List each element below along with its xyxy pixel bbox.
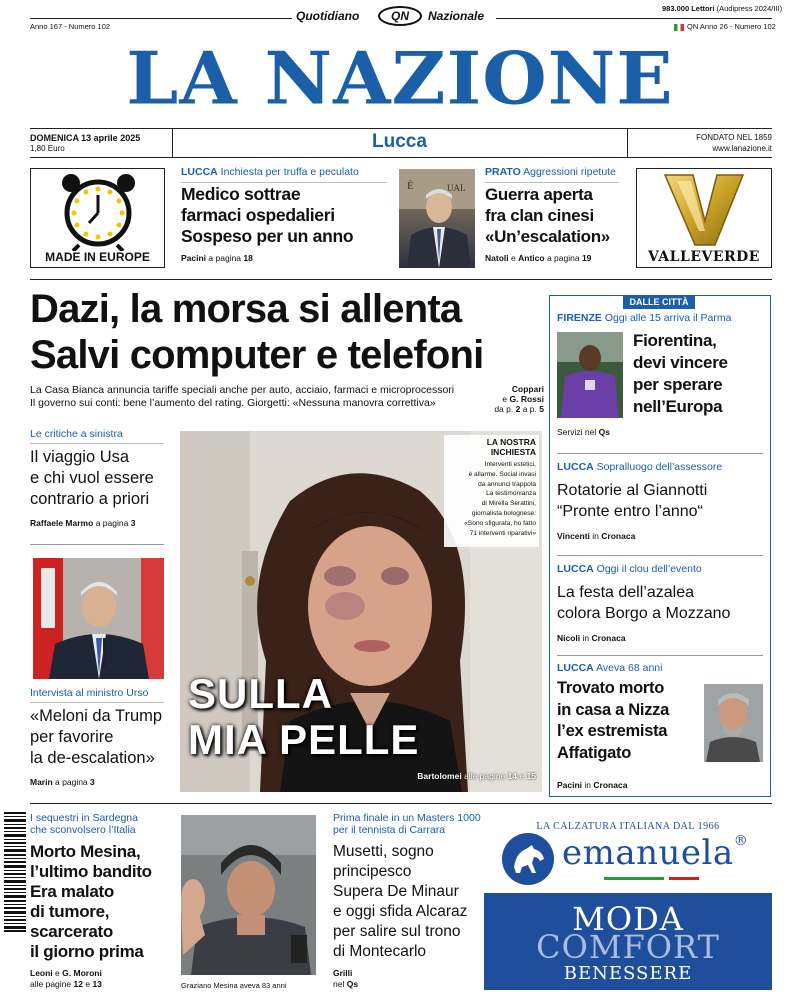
edition-date: DOMENICA 13 aprile 2025	[30, 133, 141, 143]
b2-headline-line: Supera De Minaur	[333, 883, 459, 900]
b1-headline-line: il giorno prima	[30, 942, 144, 961]
made-in-europe-label: MADE IN EUROPE	[45, 250, 150, 264]
valleverde-logo-icon	[637, 169, 771, 249]
emanuela-brand: emanuela	[562, 833, 734, 873]
r3-headline-line: La festa dell’azalea	[557, 584, 694, 601]
alarm-clock-icon	[31, 169, 166, 251]
left-story-viaggio[interactable]	[30, 428, 164, 538]
teaser1-headline-line: Medico sottrae	[181, 184, 301, 204]
photo-sulla-mia-pelle[interactable]	[180, 431, 542, 792]
b2-headline-line: di Montecarlo	[333, 943, 427, 960]
teaser-prato[interactable]	[485, 166, 619, 270]
price: 1,80 Euro	[30, 144, 65, 153]
moda-comfort-panel	[484, 893, 772, 990]
inchiesta-title1: LA NOSTRA	[486, 437, 536, 447]
r1-credit: Servizi nel Qs	[557, 427, 610, 437]
teaser2-credit: Natoli e Antico a pagina 19	[485, 253, 592, 263]
r1-headline-line: devi vincere	[633, 353, 728, 372]
b2-headline-line: Musetti, sogno	[333, 843, 434, 860]
teaser2-headline-line: Guerra aperta	[485, 185, 593, 204]
left-s2-kicker: Intervista al ministro Urso	[30, 687, 149, 699]
r1-headline-line: per sperare	[633, 375, 723, 394]
photo-affatigato	[704, 684, 763, 762]
main-headline-line2: Salvi computer e telefoni	[30, 333, 484, 377]
r3-headline-line: colora Borgo a Mozzano	[557, 605, 731, 622]
left-s2-headline-line: la de-escalation»	[30, 749, 155, 767]
b2-credit: Grilli nel Qs	[333, 968, 359, 989]
b1-headline-line: di tumore,	[30, 902, 110, 921]
main-summary-line: Il governo sui conti: bene l’aumento del rating. Giorgetti: «Nessuna manovra correttiva»	[30, 397, 436, 409]
made-in-europe-ad[interactable]	[30, 168, 165, 268]
right-story-affatigato[interactable]	[557, 662, 767, 794]
teaser1-credit: Pacini a pagina 18	[181, 253, 253, 263]
left-s1-headline-line: e chi vuol essere	[30, 469, 154, 487]
bottom-story-musetti[interactable]	[333, 812, 481, 992]
qn-logo: QN	[378, 6, 422, 26]
photo-urso	[33, 558, 164, 679]
emanuela-tagline: LA CALZATURA ITALIANA DAL 1966	[536, 821, 720, 832]
teaser1-place: LUCCA	[181, 166, 218, 178]
b2-headline-line: per salire sul trono	[333, 923, 461, 940]
italian-flag-icon	[674, 24, 684, 31]
main-summary-line: La Casa Bianca annuncia tariffe speciali anche per auto, acciaio, farmaci e microprocessori	[30, 384, 455, 396]
teaser2-headline-line: fra clan cinesi	[485, 206, 594, 225]
right-story-rotatorie[interactable]	[557, 461, 767, 551]
bottom-story-mesina[interactable]	[30, 812, 170, 992]
main-story[interactable]	[30, 286, 545, 416]
r4-headline-line: in casa a Nizza	[557, 700, 669, 719]
b2-headline-line: e oggi sfida Alcaraz	[333, 903, 468, 920]
teaser2-kicker: Aggressioni ripetute	[523, 166, 616, 178]
inchiesta-line: La testimonianza	[486, 490, 536, 498]
inchiesta-line: di Mirella Serattini,	[481, 500, 536, 508]
b2-kicker-line: Prima finale in un Masters 1000	[333, 812, 481, 824]
r1-place: FIRENZE	[557, 312, 602, 324]
center-credit: Bartolomei alle pagine 14 e 15	[417, 771, 536, 781]
r1-headline-line: Fiorentina,	[633, 331, 717, 350]
teaser2-place: PRATO	[485, 166, 521, 178]
r4-credit: Pacini in Cronaca	[557, 780, 628, 790]
main-headline-line1: Dazi, la morsa si allenta	[30, 287, 462, 331]
b1-headline-line: Morto Mesina,	[30, 842, 141, 861]
teaser1-kicker: Inchiesta per truffa e peculato	[220, 166, 359, 178]
b1-headline-line: Era malato	[30, 882, 114, 901]
ad-benessere: BENESSERE	[563, 963, 693, 984]
teaser1-headline-line: Sospeso per un anno	[181, 226, 354, 246]
inchiesta-line: Interventi estetici,	[484, 461, 536, 468]
b1-headline-line: l’ultimo bandito	[30, 862, 152, 881]
inchiesta-line: da annunci trappola	[478, 480, 536, 488]
b2-headline-line: principesco	[333, 863, 412, 880]
left-story-urso[interactable]	[30, 687, 164, 797]
photo-fiorentina-player	[557, 332, 623, 418]
right-story-fiorentina[interactable]	[557, 312, 767, 442]
masthead-title: LA NAZIONE	[126, 36, 674, 122]
b2-kicker-line: per il tennista di Carrara	[333, 824, 446, 836]
tricolor-bars	[604, 877, 664, 880]
r4-headline-line: l’ex estremista	[557, 722, 668, 740]
photo-prato-man	[399, 169, 475, 268]
readers-info: 983.000 Lettori (Audipress 2024/III)	[662, 4, 783, 13]
issue-number-left: Anno 167 - Numero 102	[30, 22, 111, 31]
left-s2-headline-line: «Meloni da Trump	[30, 707, 163, 725]
right-story-azalea[interactable]	[557, 563, 767, 653]
big-headline-line1: SULLA	[188, 670, 333, 717]
qn-nazionale: Nazionale	[428, 9, 485, 23]
inchiesta-line: 71 interventi riparativi»	[469, 529, 536, 537]
r2-credit: Vincenti in Cronaca	[557, 531, 636, 541]
inchiesta-box	[444, 435, 539, 547]
website[interactable]: www.lanazione.it	[712, 144, 772, 153]
b1-credit: Leoni e G. Moroni alle pagine 12 e 13	[30, 968, 102, 989]
inchiesta-line: è allarme. Social invasi	[468, 470, 536, 478]
qn-quotidiano: Quotidiano	[296, 9, 360, 23]
r1-kicker: Oggi alle 15 arriva il Parma	[604, 312, 732, 324]
left-s1-headline-line: Il viaggio Usa	[30, 448, 130, 466]
r4-headline-line: Trovato morto	[557, 679, 665, 697]
mesina-caption: Graziano Mesina aveva 83 anni	[181, 981, 287, 990]
b1-kicker-line: I sequestri in Sardegna	[30, 812, 138, 824]
valleverde-ad[interactable]	[636, 168, 772, 268]
photo-mesina	[181, 815, 316, 975]
left-s1-kicker: Le critiche a sinistra	[30, 428, 123, 440]
horse-logo-icon	[502, 833, 554, 885]
b1-headline-line: scarcerato	[30, 922, 114, 941]
registered-mark: ®	[733, 833, 749, 849]
r2-place: LUCCA	[557, 461, 594, 473]
inchiesta-line: «Sono sfigurata, ho fatto	[464, 519, 536, 527]
r3-place: LUCCA	[557, 563, 594, 575]
inchiesta-title2: INCHIESTA	[490, 447, 536, 457]
ad-comfort: COMFORT	[536, 928, 720, 966]
svg-text:È: È	[407, 180, 414, 192]
r3-kicker: Oggi il clou dell’evento	[596, 563, 702, 575]
r4-place: LUCCA	[557, 662, 594, 674]
barcode	[4, 812, 26, 932]
inchiesta-line: giornalista bolognese:	[471, 509, 536, 517]
left-s2-headline-line: per favorire	[30, 728, 114, 746]
teaser-medico[interactable]	[181, 166, 387, 270]
main-credit: Coppari e G. Rossi da p. 2 a p. 5	[494, 384, 544, 414]
ad-moda: MODA	[572, 900, 684, 938]
svg-text:UAL: UAL	[447, 183, 466, 193]
sulla-mia-pelle-headline	[188, 671, 419, 763]
dalle-citta-label: DALLE CITTÀ	[623, 296, 695, 309]
r3-credit: Nicoli in Cronaca	[557, 633, 626, 643]
big-headline-line2: MIA PELLE	[188, 716, 420, 763]
b1-kicker-line: che sconvolsero l’Italia	[30, 824, 136, 836]
r2-headline-line: Rotatorie al Giannotti	[557, 482, 708, 499]
r4-kicker: Aveva 68 anni	[596, 662, 663, 674]
edition-city: Lucca	[372, 131, 427, 152]
r2-headline-line: “Pronte entro l’anno“	[557, 503, 703, 520]
teaser2-headline-line: «Un’escalation»	[485, 227, 610, 246]
left-s1-headline-line: contrario a priori	[30, 490, 150, 508]
left-s2-credit: Marin a pagina 3	[30, 777, 95, 787]
left-s1-credit: Raffaele Marmo a pagina 3	[30, 518, 136, 528]
r1-headline-line: nell’Europa	[633, 397, 723, 416]
r2-kicker: Sopralluogo dell’assessore	[596, 461, 723, 473]
founded: FONDATO NEL 1859	[696, 133, 772, 142]
teaser1-headline-line: farmaci ospedalieri	[181, 205, 335, 225]
emanuela-ad[interactable]	[484, 815, 772, 990]
r4-headline-line: Affatigato	[557, 743, 631, 762]
valleverde-label: VALLEVERDE	[648, 249, 760, 265]
issue-number-right: QN Anno 26 - Numero 102	[674, 22, 776, 31]
